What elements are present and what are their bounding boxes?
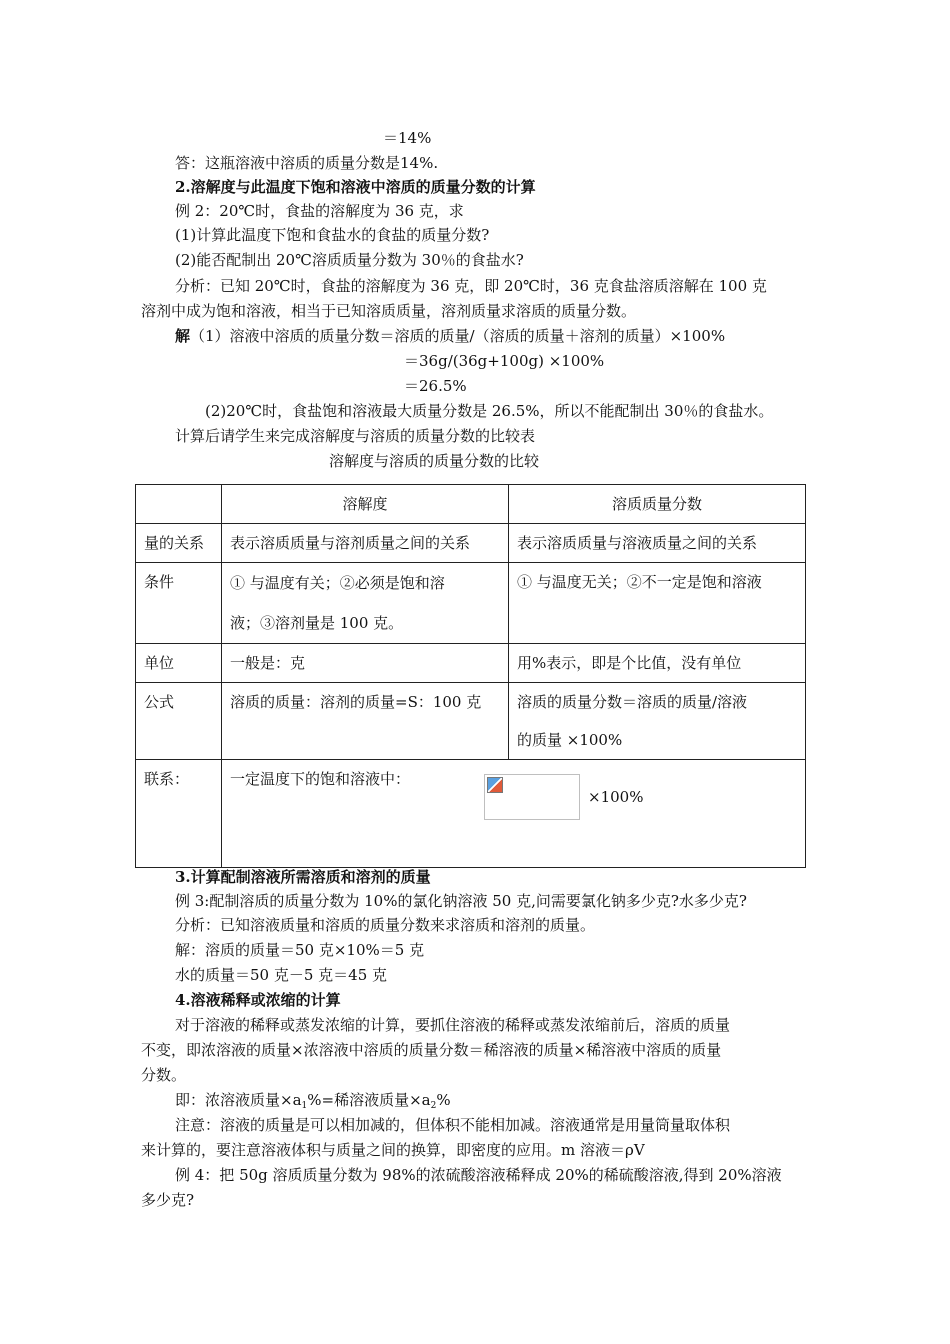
section-heading-3: 3.计算配制溶液所需溶质和溶剂的质量 (175, 868, 431, 886)
example-4-line-2: 多少克? (141, 1191, 195, 1209)
table-row (136, 760, 806, 868)
table-cell (509, 683, 806, 760)
formula-image-group (450, 774, 643, 820)
cell-line: 的质量 ×100% (517, 731, 623, 749)
table-intro: 计算后请学生来完成溶解度与溶质的质量分数的比较表 (175, 427, 536, 445)
table-cell: 条件 (136, 563, 222, 644)
section-heading-2: 2.溶解度与此温度下饱和溶液中溶质的质量分数的计算 (175, 178, 536, 196)
table-header-row (136, 485, 806, 524)
table-title: 溶解度与溶质的质量分数的比较 (329, 452, 540, 470)
question-1: (1)计算此温度下饱和食盐水的食盐的质量分数? (175, 226, 490, 244)
note-line-1: 注意：溶液的质量是可以相加减的，但体积不能相加减。溶液通常是用量筒量取体积 (175, 1116, 731, 1134)
formula-image (484, 774, 580, 820)
formula-part: 即：浓溶液质量×a (175, 1091, 302, 1109)
broken-image-icon (487, 777, 503, 793)
table-header-cell (136, 485, 222, 524)
table-row (136, 644, 806, 683)
solution-3-line-2: 水的质量＝50 克－5 克＝45 克 (175, 966, 388, 984)
solution-part-2: (2)20℃时，食盐饱和溶液最大质量分数是 26.5%，所以不能配制出 30％的食盐水。 (205, 402, 774, 420)
table-cell: 联系： (136, 760, 222, 868)
table-header-cell: 溶质质量分数 (509, 485, 806, 524)
formula-part: %=稀溶液质量×a (307, 1091, 431, 1109)
example-2-text: 例 2：20℃时，食盐的溶解度为 36 克，求 (175, 202, 464, 220)
solution-3-line-1: 解：溶质的质量＝50 克×10%＝5 克 (175, 941, 425, 959)
formula-tail: ×100% (588, 788, 644, 806)
formula-line (175, 1090, 451, 1116)
table-header-cell: 溶解度 (222, 485, 509, 524)
solution-formula: （1）溶液中溶质的质量分数＝溶质的质量/（溶质的质量＋溶剂的质量）×100% (190, 327, 726, 345)
cell-line: 溶质的质量分数＝溶质的质量/溶液 (517, 693, 748, 711)
example-4-line-1: 例 4：把 50g 溶质质量分数为 98%的浓硫酸溶液稀释成 20%的稀硫酸溶液,得到 20%溶液 (175, 1166, 782, 1184)
table-cell: 量的关系 (136, 524, 222, 563)
table-cell: ① 与温度无关；②不一定是饱和溶液 (509, 563, 806, 644)
table-row (136, 683, 806, 760)
analysis-line-1: 分析：已知 20℃时，食盐的溶解度为 36 克，即 20℃时，36 克食盐溶质溶解在 100 克 (175, 277, 767, 295)
table-cell (222, 760, 806, 868)
example-3-text: 例 3:配制溶质的质量分数为 10%的氯化钠溶液 50 克,问需要氯化钠多少克?水多少克? (175, 892, 747, 910)
comparison-table (135, 484, 806, 868)
eq-result-14: ＝14% (383, 129, 432, 147)
table-cell: 一般是：克 (222, 644, 509, 683)
table-row (136, 524, 806, 563)
analysis-line-2: 溶剂中成为饱和溶液，相当于已知溶质质量，溶剂质量求溶质的质量分数。 (141, 302, 637, 320)
formula-part: % (436, 1091, 451, 1109)
solution-label: 解 (175, 327, 191, 345)
para-4-line-1: 对于溶液的稀释或蒸发浓缩的计算，要抓住溶液的稀释或蒸发浓缩前后，溶质的质量 (175, 1016, 731, 1034)
table-cell: 表示溶质质量与溶剂质量之间的关系 (222, 524, 509, 563)
solution-line-3: ＝26.5% (404, 377, 467, 395)
table-row (136, 563, 806, 644)
link-text: 一定温度下的饱和溶液中： (230, 770, 411, 788)
note-line-2: 来计算的，要注意溶液体积与质量之间的换算，即密度的应用。m 溶液＝ρV (141, 1141, 645, 1159)
answer-line: 答：这瓶溶液中溶质的质量分数是14%. (175, 154, 439, 172)
table-cell: 公式 (136, 683, 222, 760)
formula-subscript: 1 (301, 1101, 308, 1111)
analysis-3: 分析：已知溶液质量和溶质的质量分数来求溶质和溶剂的质量。 (175, 916, 596, 934)
solution-line-1 (175, 326, 725, 346)
table-cell: 溶质的质量：溶剂的质量=S：100 克 (222, 683, 509, 760)
question-2: (2)能否配制出 20℃溶质质量分数为 30％的食盐水? (175, 251, 524, 269)
table-cell (222, 563, 509, 644)
para-4-line-3: 分数。 (141, 1066, 187, 1084)
solution-line-2: ＝36g/(36g+100g) ×100% (404, 352, 605, 370)
table-cell: 单位 (136, 644, 222, 683)
section-heading-4: 4.溶液稀释或浓缩的计算 (175, 991, 341, 1009)
table-cell: 用%表示，即是个比值，没有单位 (509, 644, 806, 683)
cell-line: ① 与温度有关；②必须是饱和溶 (230, 574, 445, 592)
table-cell: 表示溶质质量与溶液质量之间的关系 (509, 524, 806, 563)
para-4-line-2: 不变，即浓溶液的质量×浓溶液中溶质的质量分数＝稀溶液的质量×稀溶液中溶质的质量 (141, 1041, 722, 1059)
cell-line: 液；③溶剂量是 100 克。 (230, 614, 404, 632)
formula-subscript: 2 (430, 1101, 437, 1111)
